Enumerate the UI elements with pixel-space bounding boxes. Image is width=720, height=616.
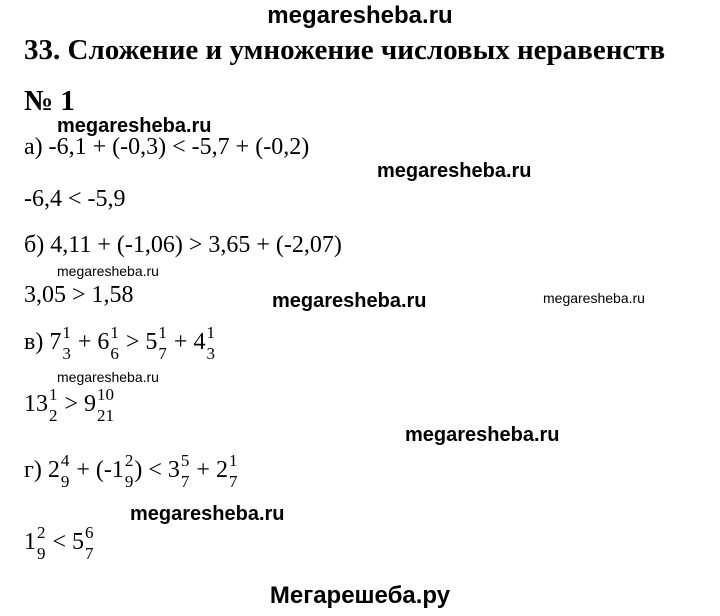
denominator: 3 [206,343,215,363]
fraction [158,324,167,363]
denominator: 7 [85,543,94,563]
fraction [49,386,58,425]
watermark: megaresheba.ru [57,115,212,137]
denominator: 21 [97,405,115,425]
numerator: 2 [124,451,134,470]
denominator: 6 [110,343,119,363]
denominator: 7 [158,343,167,363]
fraction [37,524,46,563]
line-v2-text: > 9 [58,390,97,417]
line-g2-text: 1 [24,528,36,555]
line-b2: 3,05 > 1,58 [24,282,134,308]
watermark: megaresheba.ru [405,424,560,446]
numerator: 1 [49,385,58,404]
line-v2 [24,386,115,425]
line-a2: -6,4 < -5,9 [24,186,126,212]
numerator: 5 [180,451,190,470]
denominator: 3 [62,343,71,363]
line-g1-text: г) 2 [24,456,60,483]
line-v1-text: в) 7 [24,328,62,355]
fraction [85,524,94,563]
numerator: 1 [158,323,167,342]
line-g1 [24,452,238,491]
fraction [125,452,134,491]
watermark-bottom: Мегарешеба.ру [269,582,451,609]
fraction [181,452,190,491]
numerator: 1 [206,323,215,342]
denominator: 2 [49,405,58,425]
numerator: 10 [97,385,115,404]
line-v1-text: > 5 [119,328,158,355]
line-g2 [24,524,95,563]
numerator: 1 [62,323,71,342]
line-v1 [24,324,216,363]
fraction [61,452,70,491]
denominator: 7 [180,471,190,491]
fraction [206,324,215,363]
denominator: 9 [124,471,134,491]
watermark-top: megaresheba.ru [267,2,453,29]
numerator: 6 [85,523,94,542]
line-g1-text: + (-1 [70,456,124,483]
watermark-small: megaresheba.ru [543,290,645,306]
watermark: megaresheba.ru [130,503,285,525]
watermark: megaresheba.ru [377,160,532,182]
line-g2-text: < 5 [46,528,85,555]
fraction [229,452,238,491]
line-v1-text: + 6 [71,328,110,355]
exercise-number: № 1 [24,85,75,117]
fraction [97,386,114,425]
fraction [110,324,119,363]
watermark-small: megaresheba.ru [57,369,159,385]
watermark: megaresheba.ru [272,290,427,312]
denominator: 7 [228,471,238,491]
numerator: 2 [37,523,46,542]
fraction [62,324,71,363]
line-v1-text: + 4 [167,328,206,355]
line-g1-text: ) < 3 [134,456,180,483]
line-g1-text: + 2 [190,456,228,483]
denominator: 9 [60,471,70,491]
watermark-small: megaresheba.ru [57,263,159,279]
denominator: 9 [37,543,46,563]
line-v2-text: 13 [24,390,48,417]
numerator: 1 [110,323,119,342]
line-b1: б) 4,11 + (-1,06) > 3,65 + (-2,07) [24,232,342,258]
line-a1: а) -6,1 + (-0,3) < -5,7 + (-0,2) [24,134,310,160]
numerator: 4 [60,451,70,470]
numerator: 1 [228,451,238,470]
section-title: 33. Сложение и умножение числовых неравенств [24,34,666,66]
